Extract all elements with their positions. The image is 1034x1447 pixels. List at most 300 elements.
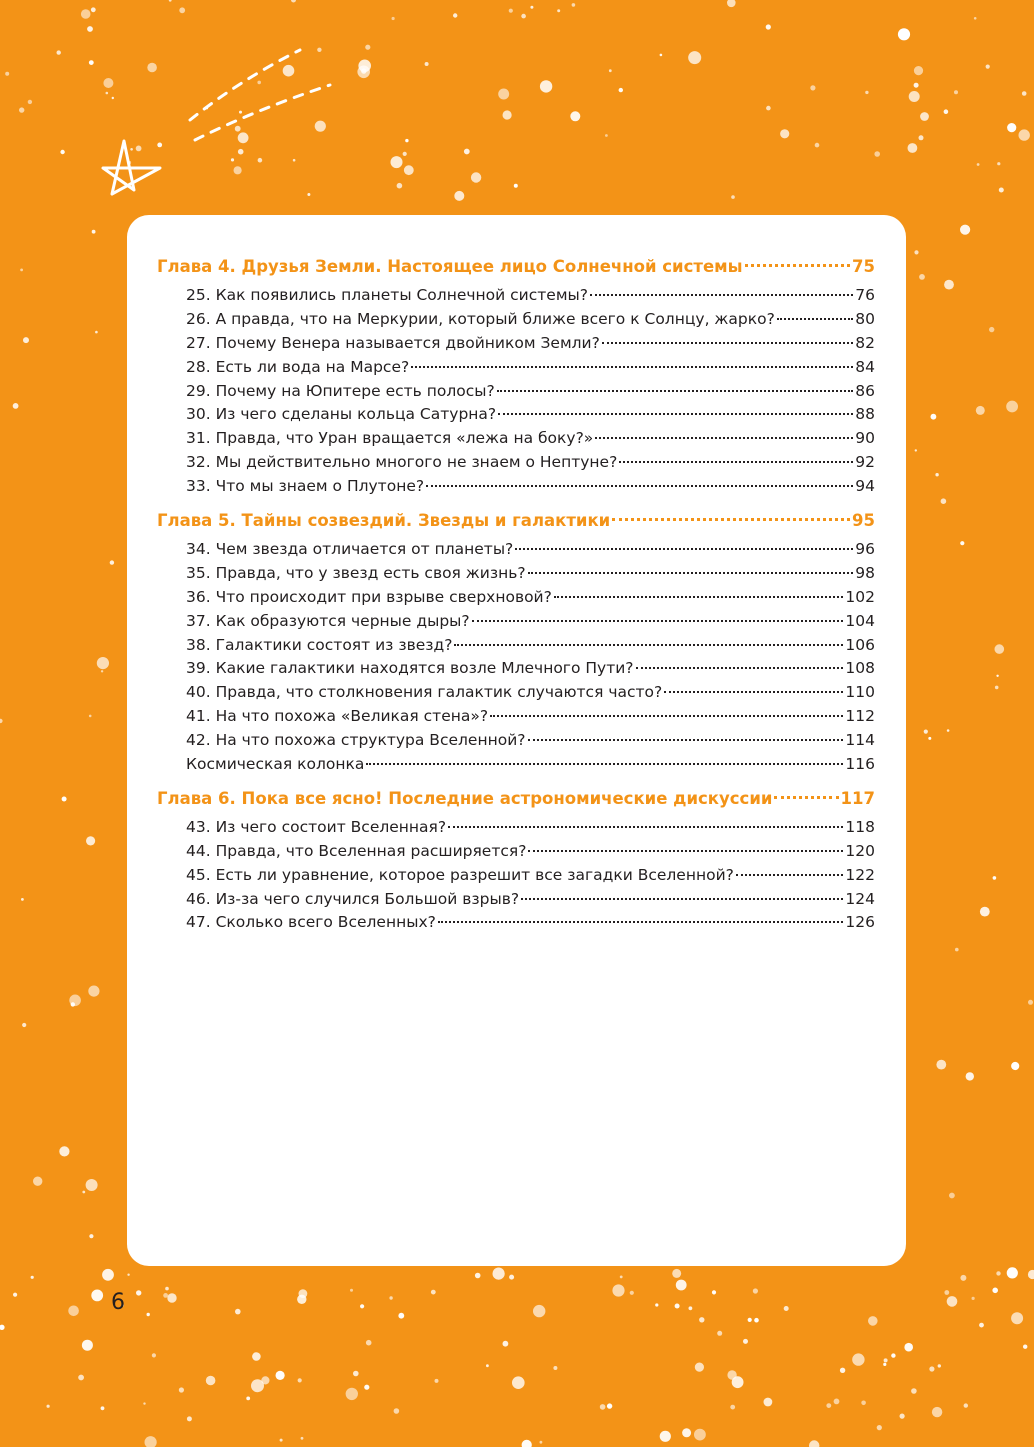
entry-page: 92 [855, 453, 875, 472]
star-dot [689, 1306, 693, 1310]
star-dot [919, 274, 925, 280]
star-dot [235, 1309, 241, 1315]
toc-entry[interactable] [157, 657, 875, 681]
star-dot [23, 337, 29, 343]
star-dot [301, 1437, 304, 1440]
star-dot [995, 644, 1005, 654]
star-dot [694, 1429, 706, 1441]
star-dot [675, 1304, 680, 1309]
entry-title: 34. Чем звезда отличается от планеты? [186, 540, 514, 559]
star-dot [780, 129, 789, 138]
star-dot [471, 172, 481, 182]
dot-leader [366, 763, 843, 765]
star-dot [976, 406, 985, 415]
dot-leader [498, 413, 853, 415]
star-dot [784, 1306, 789, 1311]
entry-title: 26. А правда, что на Меркурии, который ближе всего к Солнцу, жарко? [186, 309, 775, 328]
toc-entry[interactable] [157, 705, 875, 729]
star-dot [87, 26, 93, 32]
star-dot [431, 1290, 436, 1295]
star-dot [972, 1297, 975, 1300]
star-dot [315, 121, 326, 132]
star-dot [147, 63, 157, 73]
star-dot [82, 1340, 93, 1351]
star-dot [944, 1290, 949, 1295]
star-dot [914, 250, 918, 254]
entry-title: 36. Что происходит при взрыве сверхновой? [186, 587, 552, 606]
star-dot [251, 1379, 264, 1392]
star-dot [91, 7, 96, 12]
star-dot [521, 14, 526, 19]
star-dot [136, 146, 142, 152]
toc-entry[interactable] [157, 356, 875, 380]
star-dot [960, 1275, 966, 1281]
toc-entry[interactable] [157, 634, 875, 658]
star-dot [931, 414, 937, 420]
entry-page: 80 [855, 309, 875, 328]
star-dot [179, 1387, 184, 1392]
toc-entry[interactable] [157, 403, 875, 427]
star-dot [0, 1325, 5, 1330]
star-dot [904, 1343, 913, 1352]
entry-title: 32. Мы действительно многого не знаем о Нептуне? [186, 453, 618, 472]
star-dot [754, 1318, 759, 1323]
star-dot [883, 1363, 886, 1366]
star-dot [509, 9, 513, 13]
star-dot [394, 1408, 400, 1414]
star-dot [20, 269, 23, 272]
star-dot [619, 88, 623, 92]
star-dot [102, 1269, 114, 1281]
star-dot [127, 1274, 129, 1276]
page-number: 6 [111, 1290, 125, 1315]
star-dot [914, 83, 919, 88]
dot-leader [448, 826, 843, 828]
star-dot [605, 134, 608, 137]
star-dot [840, 1368, 845, 1373]
star-dot [834, 1399, 840, 1405]
star-dot [346, 1388, 358, 1400]
dot-leader [745, 264, 850, 267]
star-dot [152, 1353, 156, 1357]
chapter-page: 75 [852, 257, 875, 276]
star-dot [147, 1313, 150, 1316]
star-dot [960, 225, 970, 235]
entry-page: 90 [855, 429, 875, 448]
entry-title: 40. Правда, что столкновения галактик случаются часто? [186, 683, 663, 702]
dot-leader [426, 485, 853, 487]
star-dot [919, 135, 924, 140]
star-dot [365, 45, 370, 50]
star-dot [238, 132, 249, 143]
star-dot [630, 1291, 634, 1295]
star-dot [503, 1341, 509, 1347]
star-dot [915, 449, 917, 451]
entry-title: Космическая колонка [186, 755, 365, 774]
star-dot [276, 1371, 285, 1380]
star-dot [764, 1398, 773, 1407]
chapter-heading[interactable] [157, 507, 875, 535]
toc-entry[interactable] [157, 888, 875, 912]
toc-entry[interactable] [157, 475, 875, 499]
dot-leader [438, 921, 844, 923]
toc-entry[interactable] [157, 864, 875, 888]
dot-leader [528, 572, 854, 574]
star-dot [360, 1304, 364, 1308]
star-dot [712, 1290, 716, 1294]
star-dot [353, 1371, 359, 1377]
star-dot [364, 1385, 369, 1390]
toc-entry[interactable] [157, 427, 875, 451]
star-dot [993, 876, 997, 880]
star-dot [110, 560, 114, 564]
star-dot [86, 1179, 98, 1191]
toc-entry[interactable] [157, 562, 875, 586]
star-dot [22, 1023, 26, 1027]
entry-title: 25. Как появились планеты Солнечной системы? [186, 286, 588, 304]
entry-title: 33. Что мы знаем о Плутоне? [186, 477, 425, 496]
star-dot [143, 1402, 145, 1404]
star-dot [157, 143, 162, 148]
dot-leader [472, 620, 844, 622]
star-dot [187, 1416, 192, 1421]
entry-title: 27. Почему Венера называется двойником Земли? [186, 333, 600, 352]
star-dot [748, 1318, 752, 1322]
star-dot [136, 1290, 141, 1295]
star-dot [258, 158, 263, 163]
dot-leader [490, 715, 843, 717]
toc-entry[interactable] [157, 753, 875, 777]
star-dot [95, 331, 98, 334]
star-dot [404, 165, 414, 175]
star-dot [1007, 1267, 1018, 1278]
dot-leader [595, 437, 853, 439]
entry-page: 88 [855, 405, 875, 424]
star-dot [97, 657, 109, 669]
star-dot [503, 110, 512, 119]
star-dot [727, 0, 736, 7]
star-dot [815, 143, 820, 148]
toc-entry[interactable] [157, 308, 875, 332]
star-dot [435, 1379, 439, 1383]
dot-leader [612, 518, 850, 521]
star-dot [514, 184, 518, 188]
toc-entry[interactable] [157, 332, 875, 356]
star-dot [82, 1191, 85, 1194]
dot-leader [521, 898, 843, 900]
star-dot [1011, 1062, 1019, 1070]
star-dot [366, 1340, 372, 1346]
entry-title: 35. Правда, что у звезд есть своя жизнь? [186, 563, 526, 582]
star-dot [509, 1275, 514, 1280]
star-dot [699, 1317, 704, 1322]
star-dot [920, 112, 929, 121]
star-dot [944, 109, 949, 114]
star-dot [297, 1295, 306, 1304]
toc-entry[interactable] [157, 284, 875, 308]
star-dot [688, 51, 701, 64]
star-dot [252, 1352, 261, 1361]
star-dot [954, 90, 958, 94]
star-dot [1007, 123, 1016, 132]
star-dot [891, 1353, 895, 1357]
toc-entry[interactable] [157, 380, 875, 404]
star-dot [464, 149, 470, 155]
star-dot [909, 91, 920, 102]
star-dot [533, 1305, 545, 1317]
star-dot [398, 1313, 404, 1319]
chapter-title: Глава 5. Тайны созвездий. Звезды и галактики [157, 511, 611, 531]
entry-title: 38. Галактики состоят из звезд? [186, 635, 453, 654]
star-dot [425, 62, 429, 66]
star-dot [391, 156, 403, 168]
dot-leader [736, 874, 844, 876]
star-dot [826, 1403, 831, 1408]
toc-entry[interactable] [157, 681, 875, 705]
star-dot [257, 81, 261, 85]
dot-leader [636, 667, 844, 669]
chapter-entries [157, 538, 875, 777]
star-dot [911, 1388, 917, 1394]
star-dot [992, 1288, 998, 1294]
star-dot [600, 1404, 606, 1410]
table-of-contents [157, 253, 875, 939]
star-dot [206, 1376, 216, 1386]
entry-title: 45. Есть ли уравнение, которое разрешит все загадки Вселенной? [186, 865, 734, 884]
entry-page: 110 [845, 683, 875, 702]
star-dot [13, 403, 19, 409]
star-dot [944, 280, 954, 290]
chapter-heading[interactable] [157, 785, 875, 813]
star-dot [179, 7, 185, 13]
star-dot [557, 9, 560, 12]
star-dot [307, 193, 310, 196]
star-dot [609, 69, 612, 72]
star-dot [103, 78, 113, 88]
star-dot [935, 473, 938, 476]
chapter-title: Глава 4. Друзья Земли. Настоящее лицо Солнечной системы [157, 257, 743, 276]
star-dot [19, 107, 24, 112]
star-dot [239, 111, 242, 114]
star-dot [57, 50, 61, 54]
star-dot [92, 230, 96, 234]
star-dot [620, 1276, 623, 1279]
star-dot [89, 715, 92, 718]
entry-page: 108 [845, 659, 875, 678]
entry-page: 120 [845, 841, 875, 860]
entry-title: 29. Почему на Юпитере есть полосы? [186, 381, 495, 400]
star-dot [960, 541, 964, 545]
star-dot [291, 0, 296, 3]
entry-page: 122 [845, 865, 875, 884]
star-dot [676, 1280, 687, 1291]
star-dot [672, 1269, 681, 1278]
star-dot [947, 1296, 958, 1307]
star-dot [60, 150, 64, 154]
star-dot [522, 1440, 532, 1447]
star-dot [900, 1414, 905, 1419]
dot-leader [497, 390, 854, 392]
star-dot [979, 1323, 984, 1328]
toc-entry[interactable] [157, 538, 875, 562]
star-dot [572, 3, 576, 7]
star-dot [947, 729, 950, 732]
entry-page: 84 [855, 357, 875, 376]
entry-page: 106 [845, 635, 875, 654]
toc-entry[interactable] [157, 911, 875, 935]
entry-title: 39. Какие галактики находятся возле Млечного Пути? [186, 659, 634, 678]
star-dot [695, 1363, 704, 1372]
entry-page: 124 [845, 889, 875, 908]
star-dot [884, 1358, 888, 1362]
star-dot [980, 907, 990, 917]
star-dot [766, 24, 771, 29]
entry-title: 30. Из чего сделаны кольца Сатурна? [186, 405, 497, 424]
entry-page: 94 [855, 477, 875, 496]
star-dot [0, 719, 3, 723]
star-dot [5, 72, 9, 76]
toc-entry[interactable] [157, 586, 875, 610]
star-dot [932, 1407, 942, 1417]
star-dot [78, 1375, 84, 1381]
entry-page: 116 [845, 755, 875, 774]
toc-entry[interactable] [157, 816, 875, 840]
star-dot [1018, 129, 1029, 140]
star-dot [128, 161, 131, 164]
toc-entry[interactable] [157, 610, 875, 634]
star-dot [293, 159, 296, 162]
star-dot [493, 1268, 505, 1280]
entry-title: 42. На что похожа структура Вселенной? [186, 731, 526, 750]
dot-leader [664, 691, 843, 693]
star-dot [1011, 1312, 1023, 1324]
star-dot [977, 163, 980, 166]
star-dot [280, 1439, 283, 1442]
star-dot [660, 54, 663, 57]
entry-title: 47. Сколько всего Вселенных? [186, 913, 436, 932]
toc-entry[interactable] [157, 451, 875, 475]
star-dot [612, 1284, 624, 1296]
dot-leader [590, 294, 853, 296]
entry-page: 86 [855, 381, 875, 400]
star-dot [33, 1177, 42, 1186]
entry-page: 98 [855, 563, 875, 582]
star-dot [47, 1405, 50, 1408]
star-dot [955, 948, 959, 952]
star-dot [21, 898, 24, 901]
star-dot [936, 1060, 946, 1070]
star-dot [59, 1146, 69, 1156]
star-dot [766, 106, 771, 111]
star-dot [540, 1441, 543, 1444]
entry-page: 102 [845, 587, 875, 606]
star-dot [989, 327, 994, 332]
toc-entry[interactable] [157, 729, 875, 753]
star-dot [86, 836, 95, 845]
entry-title: 31. Правда, что Уран вращается «лежа на боку?» [186, 429, 594, 448]
star-dot [145, 1436, 157, 1447]
star-dot [877, 1425, 882, 1430]
star-dot [908, 143, 918, 153]
star-dot [89, 60, 94, 65]
star-dot [995, 686, 999, 690]
star-dot [1023, 1345, 1027, 1349]
star-dot [809, 1440, 819, 1447]
star-dot [852, 1353, 864, 1365]
chapter-entries [157, 284, 875, 499]
star-dot [13, 1293, 17, 1297]
star-dot [996, 1271, 1000, 1275]
chapter-heading[interactable] [157, 253, 875, 281]
star-dot [1022, 91, 1027, 96]
entry-title: 28. Есть ли вода на Марсе? [186, 357, 410, 376]
star-dot [235, 126, 241, 132]
entry-page: 114 [845, 731, 875, 750]
star-dot [974, 17, 977, 20]
entry-title: 41. На что похожа «Великая стена»? [186, 707, 489, 726]
chapter-entries [157, 816, 875, 935]
dot-leader [411, 366, 853, 368]
star-dot [997, 162, 1000, 165]
shooting-star-trail [190, 50, 330, 140]
chapter-page: 95 [852, 511, 875, 531]
star-dot [964, 1403, 968, 1407]
star-dot [996, 675, 998, 677]
star-dot [498, 89, 509, 100]
chapter-title: Глава 6. Пока все ясно! Последние астрономические дискуссии [157, 788, 773, 808]
star-dot [655, 1303, 658, 1306]
star-dot [361, 68, 366, 73]
star-dot [165, 1287, 169, 1291]
dot-leader [602, 342, 853, 344]
star-dot [405, 139, 408, 142]
dot-leader [528, 850, 843, 852]
star-dot [928, 737, 931, 740]
star-dot [231, 158, 234, 161]
star-dot [350, 1289, 353, 1292]
star-dot [283, 65, 295, 77]
star-dot [130, 148, 133, 151]
star-dot [397, 183, 403, 189]
star-dot [101, 1406, 105, 1410]
star-dot [743, 1339, 748, 1344]
star-dot [206, 107, 208, 109]
star-dot [660, 1431, 671, 1442]
entry-title: 44. Правда, что Вселенная расширяется? [186, 841, 527, 860]
dot-leader [454, 644, 843, 646]
star-dot [389, 1296, 392, 1299]
star-dot [392, 17, 395, 20]
star-dot [874, 151, 880, 157]
star-dot [986, 65, 990, 69]
star-dot [865, 91, 868, 94]
star-dot [106, 92, 109, 95]
star-dot [570, 111, 580, 121]
star-dot [966, 1072, 974, 1080]
star-dot [31, 1276, 34, 1279]
entry-page: 126 [845, 913, 875, 932]
dot-leader [515, 548, 853, 550]
star-dot [999, 188, 1004, 193]
star-dot [169, 0, 172, 2]
star-dot [949, 1193, 955, 1199]
star-dot [298, 1378, 302, 1382]
star-dot [28, 100, 32, 104]
chapter-page: 117 [840, 788, 875, 808]
star-dot [730, 1405, 735, 1410]
star-dot [68, 1306, 79, 1317]
toc-entry[interactable] [157, 840, 875, 864]
